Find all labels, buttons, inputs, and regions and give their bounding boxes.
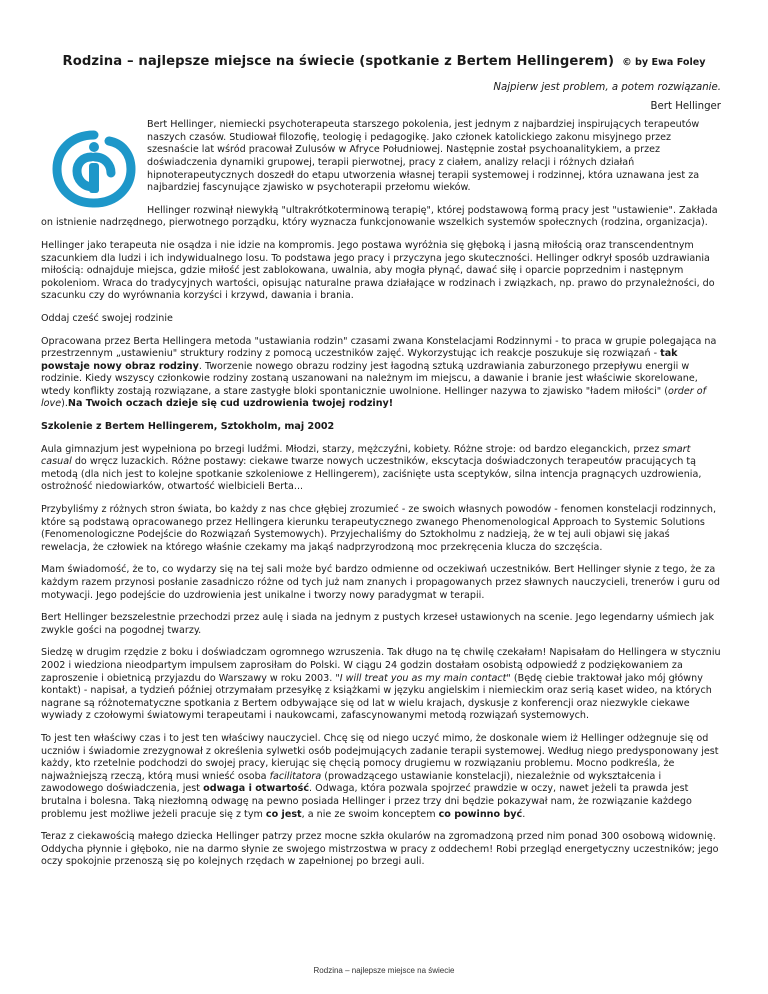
italic-span: smart casual: [41, 443, 691, 468]
italic-span: order of love: [41, 385, 707, 410]
paragraph-awareness: Mam świadomość, że to, co wydarzy się na tej sali może być bardzo odmienne od oczekiwań uczestników. Bert Hellinger słynie z tego, że za każdym razem przynosi posłanie zasadniczo różne od tych już nam znanych i propagowanych przez sławnych nauczycieli, trenerów i guru od motywacji. Jego podejście do uzdrowienia jest unikalne i tworzy nowy paradygmat w terapii.: [41, 564, 721, 601]
text-span: Siedzę w drugim rzędzie z boku i doświadczam ogromnego wzruszenia. Tak długo na tę chwilę czekałam! Napisałam do Hellingera w styczniu 2002 i wiedziona nieodpartym impulsem zaprosiłam do Polski. W ciągu 24 godzin dostałam osobistą odpowiedź z podziękowaniem za zaproszenie i obietnicą przyjazdu do Warszawy w roku 2003. ": [41, 647, 721, 684]
paragraph-stage: Bert Hellinger bezszelestnie przechodzi przez aulę i siada na jednym z pustych krzeseł ustawionych na scenie. Jego legendarny uśmiech jak zwykle gości na pogodnej twarzy.: [41, 612, 715, 636]
paragraph-audience: [41, 444, 721, 494]
paragraph-constellations: [41, 336, 721, 412]
text-span: To jest ten właściwy czas i to jest ten właściwy nauczyciel. Chcę się od niego uczyć mimo, że doskonale wiem iż Hellinger odżegnuje się od uczniów i świadomie zrezygnował z określenia sylwetki osób podejmujących zadanie terapii systemowej. Według niego predysponowany jest każdy, kto rzetelnie podchodzi do swojej pracy, kierując się chęcią pomocy drugiemu w rozwiązaniu problemu. Mocno podkreśla, że najważniejszą rzeczą, którą musi wnieść osoba: [41, 732, 719, 782]
paragraph-intro: Bert Hellinger, niemiecki psychoterapeuta starszego pokolenia, jest jednym z najbardziej inspirujących terapeutów naszych czasów. Studiował filozofię, teologię i pedagogikę. Jako członek katolickiego zakonu misyjnego przez szesnaście lat wśród pracował Zulusów w Afryce Południowej. Następnie został psychoanalitykiem, a przez doświadczenia dynamiki grupowej, terapii pierwotnej, pracy z ciałem, analizy relacji i różnych działań hipnoterapeutycznych doszedł do etapu utworzenia własnej terapii systemowej i rodzinnej, która uznawana jest za najbardziej fascynujące zjawisko w psychoterapii przełomu wieków.: [147, 119, 700, 194]
byline: © by Ewa Foley: [622, 57, 706, 68]
epigraph-author: Bert Hellinger: [650, 100, 721, 112]
text-span: .: [522, 808, 526, 820]
bold-span: co powinno być: [438, 808, 523, 820]
epigraph-quote: Najpierw jest problem, a potem rozwiązanie.: [493, 82, 721, 93]
paragraph-travel: Przybyliśmy z różnych stron świata, bo każdy z nas chce głębiej zrozumieć - ze swoich własnych powodów - fenomen konstelacji rodzinnych, które są podstawą opracowanego przez Hellingera kierunku terapeutycznego zwanego Phenomenological Approach to Systemic Solutions (Fenomenologiczne Podejście do Rozwiązań Systemowych). Przyjechaliśmy do Sztokholmu z nadzieją, że w tej auli objawi się jakaś rewelacja, że człowiek na którego właśnie czekamy ma jakąś nadprzyrodzoną moc przekręcenia klucza do szczęścia.: [41, 504, 717, 553]
text-span: (prowadzącego ustawianie konstelacji), niezależnie od wykształcenia i zawodowego doświadczenia, jest: [41, 770, 662, 795]
text-span: Aula gimnazjum jest wypełniona po brzegi ludźmi. Młodzi, starzy, mężczyźni, kobiety. Różne stroje: od bardzo eleganckich, przez: [41, 443, 663, 455]
paragraph-method: Hellinger rozwinął niewykłą "ultrakrótkoterminową terapię", której podstawową formą pracy jest "ustawienie". Zakłada on istnienie nadrzędnego, pierwotnego porządku, który wyznacza funkcjonowanie wszelkich systemów społecznych (rodzina, organizacja).: [41, 204, 718, 229]
paragraph-second-row: [41, 647, 721, 723]
text-span: " (Będę ciebie traktował jako mój główny kontakt) - napisał, a tydzień później otrzymałam przesyłkę z książkami w języku angielskim i niemieckim oraz serią kaset wideo, na których nagrane są różnotematyczne spotkania z Bertem odbywające się od lat w wielu krajach, dyskusje z konferencji oraz niezwykle ciekawe wywiady z czołowymi światowymi terapeutami i naukowcami, zafascynowanymi metodą rozwiązań systemowych.: [41, 672, 712, 722]
text-span: , a nie ze swoim konceptem: [301, 808, 439, 820]
document-body: [41, 50, 721, 879]
paragraph-honor: Oddaj cześć swojej rodzinie: [41, 312, 173, 324]
text-span: . Odwaga, która pozwala spojrzeć prawdzie w oczy, nawet jeżeli ta prawda jest brutalna i bolesna. Taką niezłomną odwagę na pewno posiada Hellinger i przez trzy dni będzie pokazywał nam, że rozwiązanie każdego problemu jest możliwe jeżeli pracuje się z tym: [41, 783, 692, 820]
intro-section: [41, 119, 721, 230]
text-span: ).: [61, 398, 68, 410]
section-heading: Szkolenie z Bertem Hellingerem, Sztokholm, maj 2002: [41, 421, 335, 433]
text-span: do wręcz luzackich. Różne postawy: ciekawe twarze nowych uczestników, ekscytacja doświadczonych terapeutów pracujących tą metodą (dla nich jest to kolejne spotkanie szkoleniowe z Hellingerem), zaciśnięte usta sceptyków, silna intencja pragnących uzdrowienia, ostrożność niedowiarków, otwartość wielbicieli Berta...: [41, 456, 702, 493]
bold-span: co jest: [265, 808, 302, 820]
paragraph-curiosity: Teraz z ciekawością małego dziecka Hellinger patrzy przez mocne szkła okularów na zgromadzoną przed nim ponad 300 osobową widownię. Oddycha płynnie i głęboko, nie na darmo słynie ze swojego mistrzostwa w pracy z oddechem! Robi przegląd energetyczny uczestników; jego oczy spokojnie przenoszą się po kolejnych rzędach w zapełnionej po brzegi auli.: [41, 831, 719, 868]
document-title: Rodzina – najlepsze miejsce na świecie (spotkanie z Bertem Hellingerem): [62, 54, 615, 69]
spiral-logo-icon: [49, 125, 139, 209]
page-footer: Rodzina – najlepsze miejsce na świecie: [313, 966, 455, 975]
bold-span: Na Twoich oczach dzieje się cud uzdrowienia twojej rodziny!: [67, 398, 394, 410]
italic-span: facilitatora: [269, 770, 322, 782]
paragraph-teacher: [41, 733, 721, 821]
paragraph-therapist: Hellinger jako terapeuta nie osądza i nie idzie na kompromis. Jego postawa wyróżnia się głęboką i jasną miłością oraz transcendentnym szacunkiem dla ludzi i ich indywidualnego losu. To podstawa jego pracy i przyczyna jego skuteczności. Hellinger odkrył sposób uzdrawiania miłością: odnajduje miejsca, gdzie miłość jest zablokowana, uwalnia, aby mogła płynąć, dawać siłę i oparcie poprzednim i następnym pokoleniom. Wraca do tradycyjnych wartości, opisując naturalne prawa działające w rodzinach i związkach, np. prawo do przynależności, do szacunku czy do wyrównania korzyści i krzywd, dawania i brania.: [41, 239, 715, 302]
bold-span: odwaga i otwartość: [203, 783, 310, 795]
text-span: . Tworzenie nowego obrazu rodziny jest łagodną sztuką uzdrawiania zaburzonego przepływu energii w rodzinie. Kiedy wszyscy członkowie rodziny zostaną uszanowani na należnym im miejscu, a dawanie i branie jest właściwie skorelowane, wtedy konflikty zostają rozwiązane, a stare zastygłe bloki spontanicznie uwolnione. Hellinger nazywa to zjawisko "ładem miłości" (: [41, 360, 698, 397]
bold-span: tak powstaje nowy obraz rodziny: [41, 348, 678, 372]
italic-span: I will treat you as my main contact: [339, 672, 507, 684]
text-span: Opracowana przez Berta Hellingera metoda "ustawiania rodzin" czasami zwana Konstelacjami Rodzinnymi - to praca w grupie polegająca na przestrzennym „ustawieniu" struktury rodziny z pomocą uczestników zajęć. Wykorzystując ich reakcje poszukuje się rozwiązań -: [41, 335, 717, 360]
